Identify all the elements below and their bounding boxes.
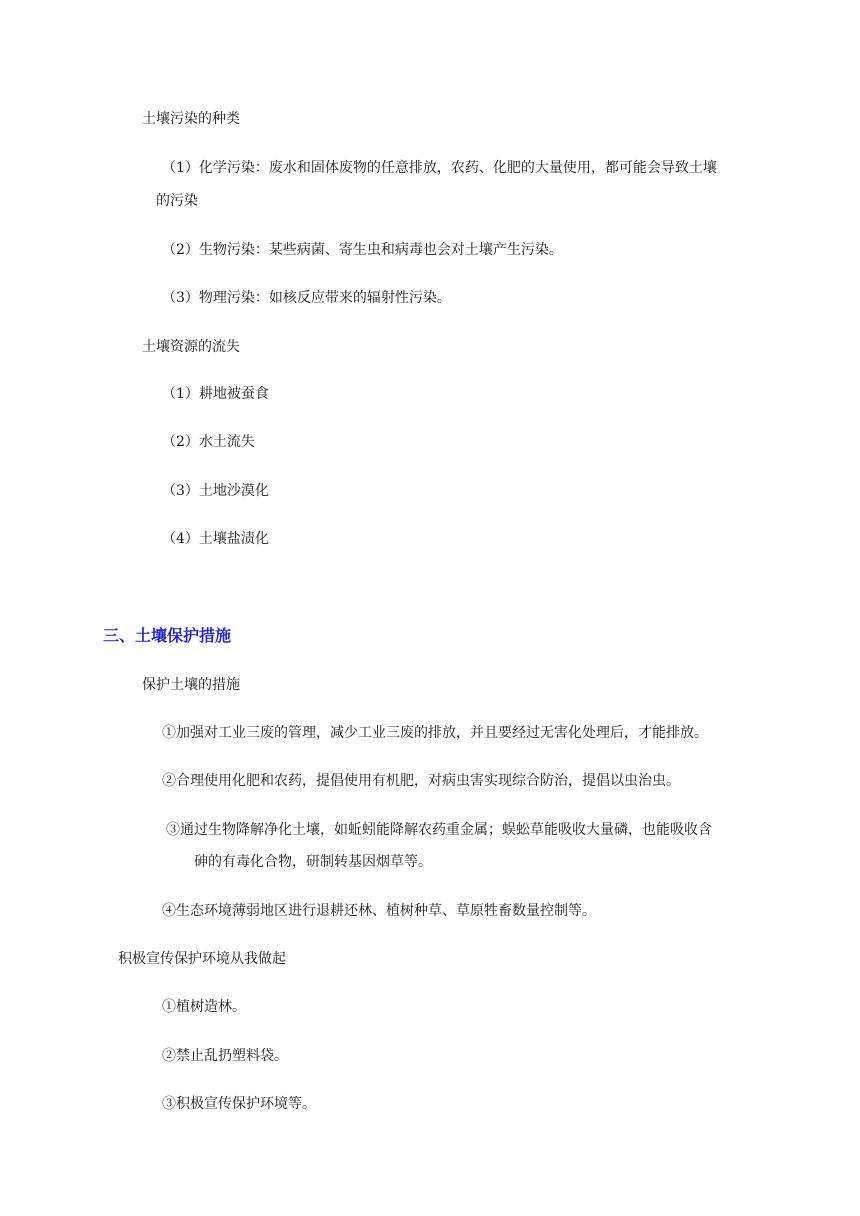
chemical-pollution-line1: （1）化学污染：废水和固体废物的任意排放，农药、化肥的大量使用，都可能会导致土壤 bbox=[162, 160, 717, 176]
soil-loss-item: （1）耕地被蚕食 bbox=[162, 386, 269, 402]
soil-loss-item: （4）土壤盐渍化 bbox=[162, 531, 269, 547]
measure-2: ②合理使用化肥和农药，提倡使用有机肥，对病虫害实现综合防治，提倡以虫治虫。 bbox=[162, 773, 680, 789]
promote-item: ②禁止乱扔塑料袋。 bbox=[162, 1048, 288, 1064]
biological-pollution: （2）生物污染：某些病菌、寄生虫和病毒也会对土壤产生污染。 bbox=[162, 242, 563, 258]
measure-3-line2: 砷的有毒化合物，研制转基因烟草等。 bbox=[194, 854, 432, 870]
promote-title: 积极宣传保护环境从我做起 bbox=[118, 951, 286, 967]
physical-pollution: （3）物理污染：如核反应带来的辐射性污染。 bbox=[162, 290, 451, 306]
chemical-pollution-line2: 的污染 bbox=[156, 193, 198, 209]
section-heading-protection: 三、土壤保护措施 bbox=[103, 626, 232, 645]
soil-loss-item: （3）土地沙漠化 bbox=[162, 483, 269, 499]
pollution-types-title: 土壤污染的种类 bbox=[142, 111, 240, 127]
measure-1: ①加强对工业三废的管理，减少工业三废的排放，并且要经过无害化处理后，才能排放。 bbox=[162, 725, 708, 741]
protection-measures-title: 保护土壤的措施 bbox=[142, 677, 240, 693]
measure-3-line1: ③通过生物降解净化土壤，如蚯蚓能降解农药重金属；蜈蚣草能吸收大量磷，也能吸收含 bbox=[166, 822, 712, 838]
promote-item: ①植树造林。 bbox=[162, 999, 246, 1015]
measure-4: ④生态环境薄弱地区进行退耕还林、植树种草、草原牲畜数量控制等。 bbox=[162, 903, 596, 919]
soil-loss-title: 土壤资源的流失 bbox=[142, 339, 240, 355]
soil-loss-item: （2）水土流失 bbox=[162, 434, 255, 450]
promote-item: ③积极宣传保护环境等。 bbox=[162, 1096, 316, 1112]
